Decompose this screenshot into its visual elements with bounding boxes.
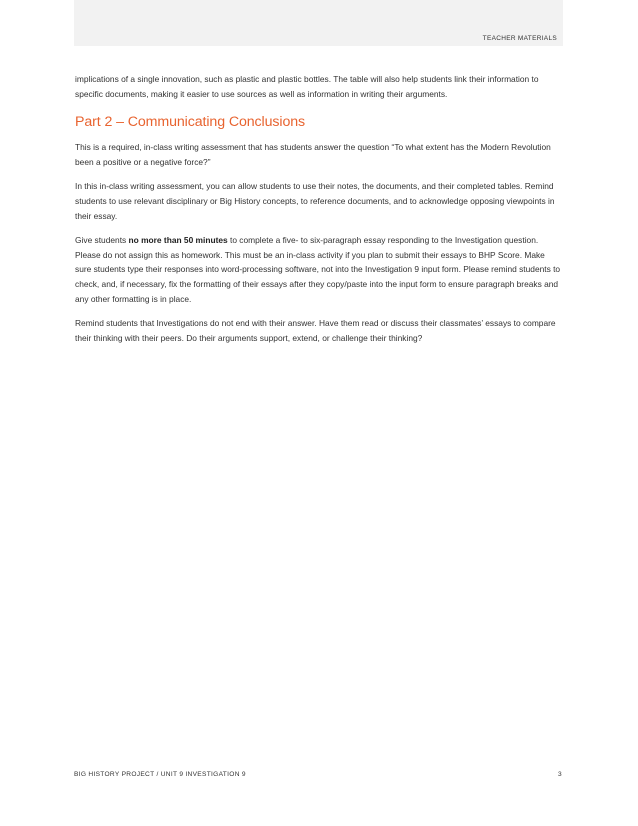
footer-title: BIG HISTORY PROJECT / UNIT 9 INVESTIGATION 9 [74, 771, 246, 778]
page-number: 3 [558, 771, 562, 778]
time-limit-rest: to complete a five- to six-paragraph essay responding to the Investigation question. Please do not assign this as homework. This must be an in-class activity if you plan to submit their essays to BHP Score. Make sure students type their responses into word-processing software, not into the Investigation 9 input form. Please remind students to check, and, if necessary, fix the formatting of their essays after they copy/paste into the input form to ensure paragraph breaks and any other formatting is in place. [75, 235, 561, 304]
paragraph-time-limit [75, 233, 563, 306]
section-heading: Part 2 – Communicating Conclusions [75, 114, 306, 131]
paragraph-assessment-overview: This is a required, in-class writing assessment that has students answer the question “To what extent has the Modern Revolution been a positive or a negative force?” [75, 142, 551, 167]
paragraph-allowed-materials: In this in-class writing assessment, you can allow students to use their notes, the documents, and their completed tables. Remind students to use relevant disciplinary or Big History concepts, to reference documents, and to acknowledge opposing viewpoints in their essay. [75, 181, 555, 221]
header-band [74, 0, 563, 46]
time-limit-emphasis: no more than 50 minutes [128, 235, 228, 246]
intro-paragraph: implications of a single innovation, such as plastic and plastic bottles. The table will also help students link their information to specific documents, making it easier to use sources as well as information in writing their arguments. [75, 74, 539, 99]
header-label: TEACHER MATERIALS [482, 35, 557, 42]
document-body [75, 72, 563, 355]
paragraph-peer-discussion: Remind students that Investigations do not end with their answer. Have them read or discuss their classmates’ essays to compare their thinking with their peers. Do their arguments support, extend, or challenge their thinking? [75, 318, 556, 343]
time-limit-lead: Give students [75, 235, 129, 246]
